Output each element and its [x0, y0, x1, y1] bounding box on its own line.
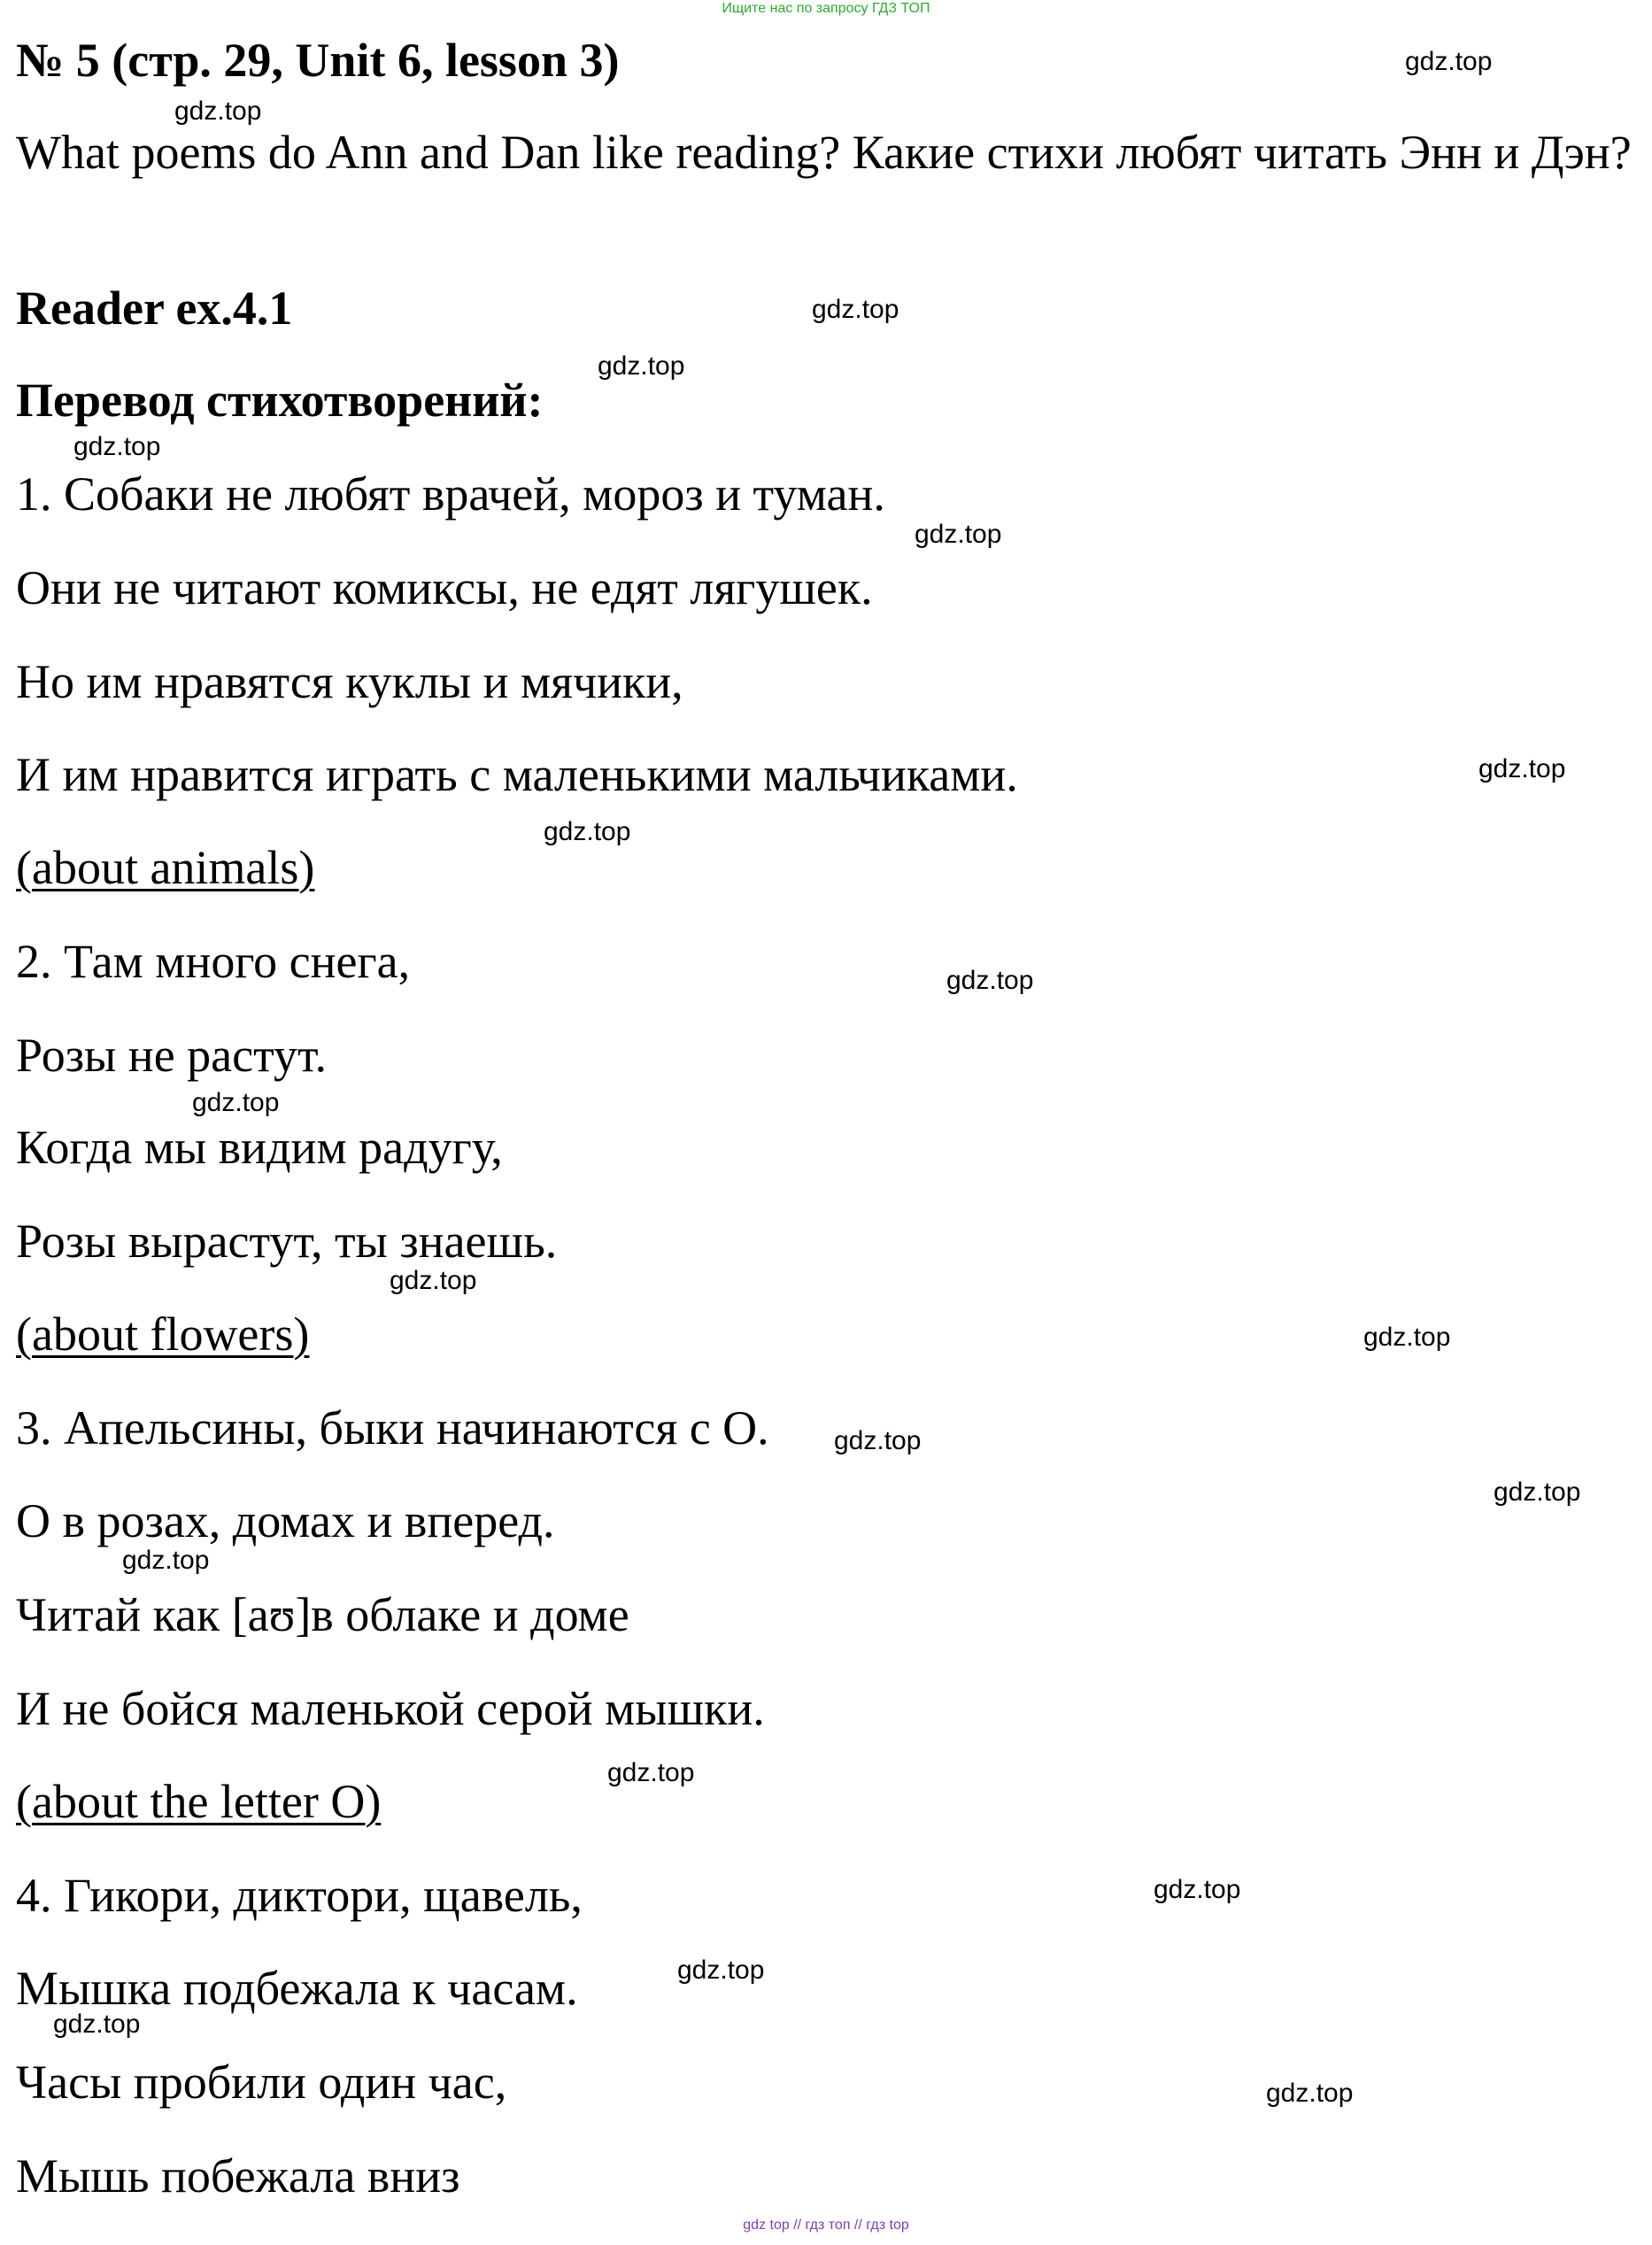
poem-3-line-3: Читай как [aʊ]в облаке и доме [16, 1588, 629, 1641]
poem-3-line-2: О в розах, домах и вперед. [16, 1494, 555, 1547]
watermark: gdz.top [53, 2010, 141, 2039]
poem-1-topic: (about animals) [16, 841, 315, 894]
exercise-title: № 5 (стр. 29, Unit 6, lesson 3) [16, 34, 620, 87]
translation-heading: Перевод стихотворений: [16, 374, 544, 427]
poem-4-line-3: Часы пробили один час, [16, 2056, 507, 2109]
watermark: gdz.top [834, 1426, 922, 1455]
watermark: gdz.top [607, 1758, 695, 1787]
reader-heading: Reader ex.4.1 [16, 282, 293, 335]
watermark: gdz.top [73, 432, 161, 461]
poem-2-topic: (about flowers) [16, 1308, 310, 1361]
poem-1-line-4: И им нравится играть с маленькими мальчиками. [16, 748, 1018, 801]
watermark: gdz.top [1405, 47, 1493, 76]
watermark: gdz.top [192, 1088, 280, 1117]
watermark: gdz.top [174, 96, 262, 126]
poem-1-line-3: Но им нравятся куклы и мячики, [16, 655, 683, 708]
watermark: gdz.top [544, 817, 631, 846]
watermark: gdz.top [598, 351, 685, 381]
watermark: gdz.top [122, 1546, 210, 1575]
top-banner: Ищите нас по запросу ГДЗ ТОП [722, 1, 930, 16]
watermark: gdz.top [1494, 1477, 1581, 1507]
poem-2-line-3: Когда мы видим радугу, [16, 1121, 503, 1174]
watermark: gdz.top [390, 1266, 477, 1295]
watermark: gdz.top [1478, 754, 1566, 783]
watermark: gdz.top [946, 966, 1034, 995]
watermark: gdz.top [812, 295, 899, 324]
poem-3-line-4: И не бойся маленькой серой мышки. [16, 1682, 765, 1735]
watermark: gdz.top [1363, 1323, 1451, 1352]
watermark: gdz.top [677, 1956, 765, 1985]
poem-4-line-4: Мышь побежала вниз [16, 2149, 460, 2203]
poem-1-line-1: 1. Собаки не любят врачей, мороз и туман. [16, 467, 885, 521]
poem-4-line-2: Мышка подбежала к часам. [16, 1962, 578, 2015]
question-text: What poems do Ann and Dan like reading? Какие стихи любят читать Энн и Дэн? [16, 126, 1632, 179]
poem-3-line-1: 3. Апельсины, быки начинаются с О. [16, 1401, 769, 1454]
watermark: gdz.top [1154, 1875, 1241, 1904]
poem-3-topic: (about the letter O) [16, 1775, 382, 1828]
poem-1-line-2: Они не читают комиксы, не едят лягушек. [16, 561, 873, 614]
footer-watermark: gdz top // гдз топ // гдз top [743, 2218, 909, 2233]
poem-2-line-4: Розы вырастут, ты знаешь. [16, 1215, 558, 1268]
poem-4-line-1: 4. Гикори, диктори, щавель, [16, 1869, 583, 1922]
poem-2-line-1: 2. Там много снега, [16, 935, 411, 988]
watermark: gdz.top [1266, 2079, 1354, 2108]
poem-2-line-2: Розы не растут. [16, 1029, 328, 1082]
watermark: gdz.top [915, 520, 1002, 549]
